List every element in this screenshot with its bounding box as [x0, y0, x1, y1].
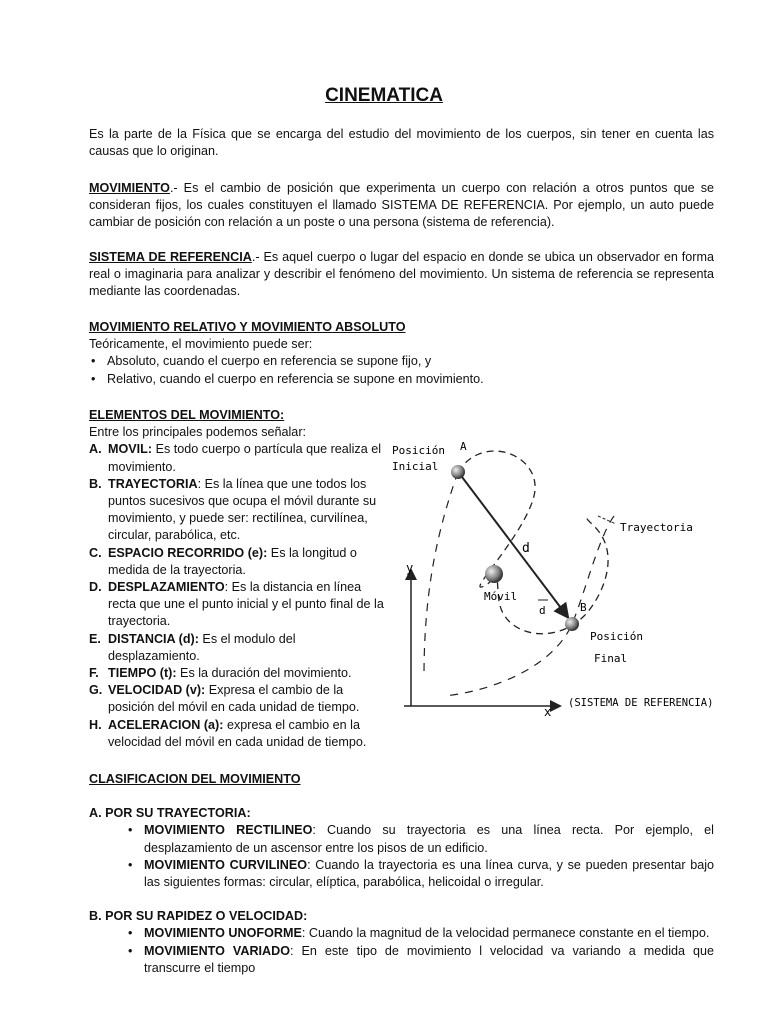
movimiento-term: MOVIMIENTO — [89, 181, 170, 195]
list-item — [89, 665, 389, 682]
item-letter: F. — [89, 666, 99, 681]
list-item — [89, 545, 389, 579]
point-a-label: A — [460, 440, 467, 453]
movil-ball — [485, 565, 503, 583]
item-letter: B. — [89, 476, 102, 491]
item-term: ESPACIO RECORRIDO (e): — [108, 545, 268, 560]
reference-system-label: (SISTEMA DE REFERENCIA) — [568, 697, 714, 709]
item-letter: D. — [89, 580, 102, 595]
clasificacion-section — [89, 771, 714, 977]
item-text: Es la longitud o medida de la trayectoria. — [108, 545, 357, 577]
trajectory-left — [424, 472, 458, 676]
list-item — [126, 822, 714, 856]
sistema-paragraph — [89, 249, 714, 301]
list-item — [89, 441, 389, 475]
relativo-list — [89, 353, 714, 387]
elementos-section — [89, 407, 389, 751]
item-text: Es la duración del movimiento. — [176, 666, 352, 681]
trajectory-label: Trayectoria — [620, 521, 693, 534]
y-axis-label: y — [406, 561, 414, 575]
sistema-term: SISTEMA DE REFERENCIA — [89, 250, 252, 264]
item-text: : Cuando su trayectoria es una línea recta. Por ejemplo, el desplazamiento de un ascensor entre los pisos de un edificio. — [144, 823, 714, 855]
page-title: CINEMATICA — [325, 85, 443, 106]
movimiento-paragraph — [89, 180, 714, 232]
item-letter: C. — [89, 545, 102, 560]
item-letter: E. — [89, 631, 101, 646]
x-axis-label: x — [544, 705, 552, 719]
intro-paragraph: Es la parte de la Física que se encarga del estudio del movimiento de los cuerpos, sin tener en cuenta las causas que lo originan. — [89, 127, 714, 159]
final-position-label-2: Final — [594, 652, 628, 665]
initial-position-label-1: Posición — [392, 444, 445, 457]
list-item — [89, 631, 389, 665]
list-item — [89, 579, 389, 631]
vector-d-label: d — [539, 604, 546, 617]
item-term: DISTANCIA (d): — [108, 631, 199, 646]
movil-label: Móvil — [484, 590, 518, 603]
item-term: MOVIL: — [108, 442, 153, 457]
item-term: MOVIMIENTO RECTILINEO — [144, 823, 313, 838]
final-position-ball — [565, 617, 579, 631]
sistema-definition: .- Es aquel cuerpo o lugar del espacio en donde se ubica un observador en forma real o imaginaria para analizar y describir el fenómeno del movimiento. Un sistema de referencia se representa mediante las coordenadas. — [89, 250, 714, 299]
item-term: MOVIMIENTO CURVILINEO — [144, 857, 308, 872]
item-term: TIEMPO (t): — [108, 666, 177, 681]
item-text: Expresa el cambio de la posición del móvil en cada unidad de tiempo. — [108, 683, 360, 715]
item-letter: G. — [89, 683, 103, 698]
list-item — [89, 682, 389, 716]
group-title: B. POR SU RAPIDEZ O VELOCIDAD: — [89, 909, 308, 924]
item-text: Es todo cuerpo o partícula que realiza el movimiento. — [108, 442, 382, 474]
clasificacion-heading: CLASIFICACION DEL MOVIMIENTO — [89, 772, 301, 786]
item-term: MOVIMIENTO UNOFORME — [144, 926, 302, 941]
item-term: MOVIMIENTO VARIADO — [144, 943, 291, 958]
motion-diagram — [384, 436, 724, 726]
item-text: : Cuando la magnitud de la velocidad permanece constante en el tiempo. — [301, 926, 710, 941]
list-item — [89, 476, 389, 545]
item-term: TRAYECTORIA — [108, 476, 198, 491]
item-text: : Es la línea que une todos los puntos sucesivos que ocupa el móvil durante su movimiento, y puede ser: rectilínea, curvilínea, circular, parabólica, etc. — [108, 476, 377, 543]
list-item: • Relativo, cuando el cuerpo en referencia se supone en movimiento. — [89, 371, 714, 388]
point-b-label: B — [580, 601, 587, 614]
list-item — [89, 717, 389, 751]
trayectoria-list — [89, 822, 714, 891]
movimiento-definition: .- Es el cambio de posición que experimenta un cuerpo con relación a otros puntos que se consideran fijos, los cuales constituyen el llamado SISTEMA DE REFERENCIA. Por ejemplo, un auto puede cambiar de posición con relación a un poste o una persona (sistema de referencia). — [89, 181, 714, 230]
elementos-heading: ELEMENTOS DEL MOVIMIENTO: — [89, 408, 285, 422]
list-item — [126, 857, 714, 891]
initial-position-label-2: Inicial — [392, 460, 439, 473]
distance-label: d — [522, 541, 530, 556]
list-item — [126, 943, 714, 977]
item-text: Es el modulo del desplazamiento. — [108, 631, 296, 663]
final-position-label-1: Posición — [590, 630, 643, 643]
item-letter: A. — [89, 442, 102, 457]
item-term: VELOCIDAD (v): — [108, 683, 206, 698]
item-term: ACELERACION (a): — [108, 717, 224, 732]
item-letter: H. — [89, 717, 102, 732]
list-item — [126, 925, 714, 942]
list-item: • Absoluto, cuando el cuerpo en referencia se supone fijo, y — [89, 353, 714, 370]
item-text: : Cuando la trayectoria es una línea curva, y se pueden presentar bajo las siguientes formas: circular, elíptica, parabólica, helicoidal o irregular. — [144, 857, 715, 890]
item-text: expresa el cambio en la velocidad del móvil en cada unidad de tiempo. — [108, 717, 367, 749]
relativo-lead: Teóricamente, el movimiento puede ser: — [89, 337, 313, 352]
rapidez-list — [89, 925, 714, 977]
group-title: A. POR SU TRAYECTORIA: — [89, 806, 251, 821]
item-text: : En este tipo de movimiento l velocidad va variando a medida que transcurre el tiempo — [144, 943, 714, 975]
relativo-heading: MOVIMIENTO RELATIVO Y MOVIMIENTO ABSOLUTO — [89, 320, 406, 334]
item-text: : Es la distancia en línea recta que une el punto inicial y el punto final de la trayectoria. — [108, 580, 384, 629]
relativo-section — [89, 319, 714, 388]
elementos-lead: Entre los principales podemos señalar: — [89, 425, 307, 440]
initial-position-ball — [451, 465, 465, 479]
item-term: DESPLAZAMIENTO — [108, 580, 225, 595]
